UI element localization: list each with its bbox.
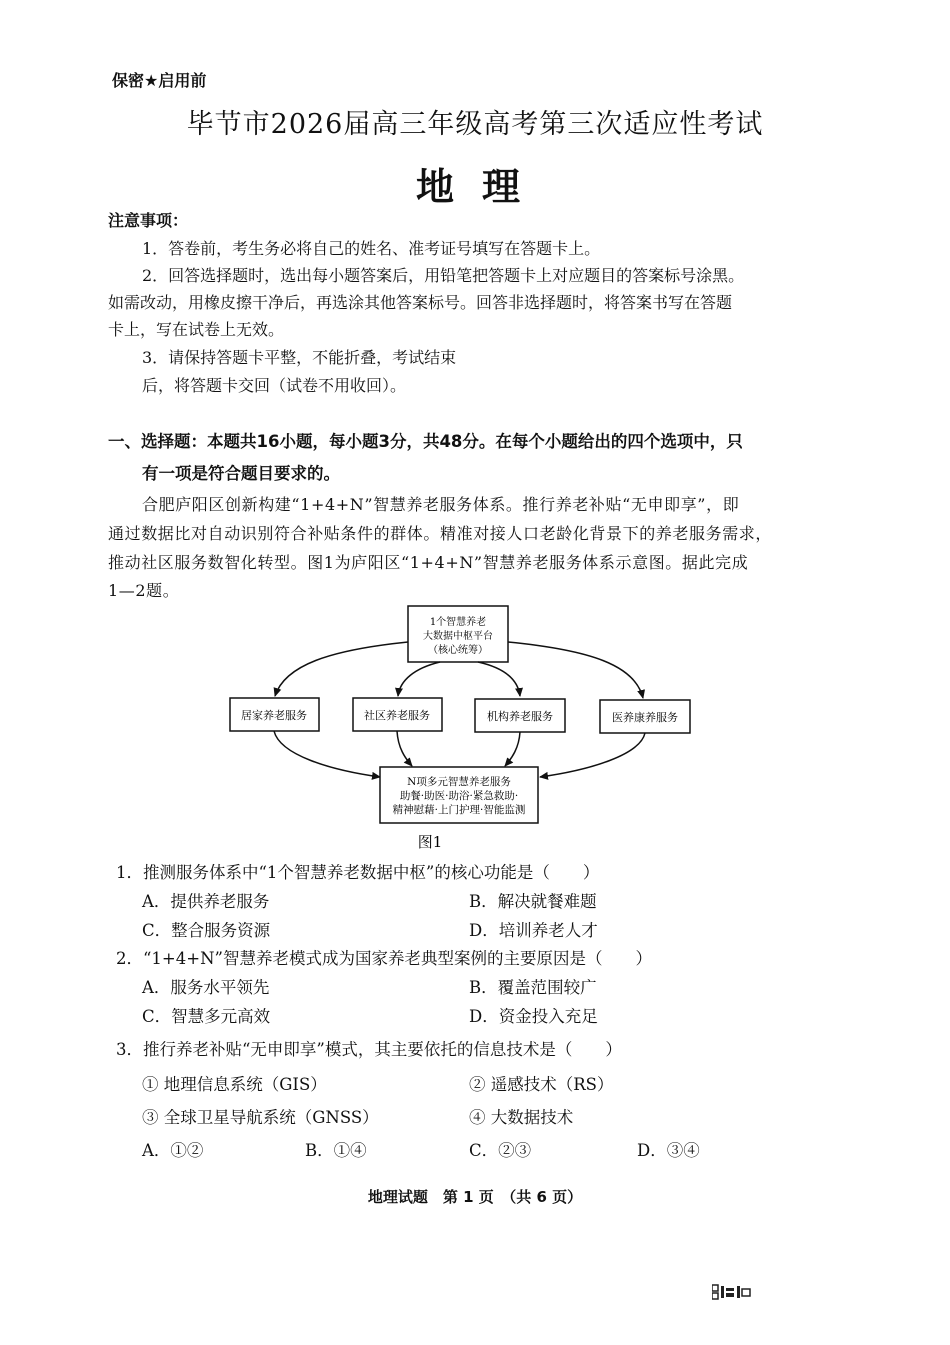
community-care-label: 社区养老服务 bbox=[364, 709, 430, 722]
q3-item-3: ③ 全球卫星导航系统（GNSS） bbox=[142, 1108, 379, 1127]
section-heading: 一、选择题：本题共16小题，每小题3分，共48分。在每个小题给出的四个选项中，只 bbox=[108, 432, 743, 451]
q1-option-d[interactable]: D．培训养老人才 bbox=[469, 921, 598, 940]
arrow bbox=[275, 642, 408, 696]
notice-line: 如需改动，用橡皮擦干净后，再选涂其他答案标号。回答非选择题时，将答案书写在答题 bbox=[108, 293, 733, 312]
q3-item-1: ① 地理信息系统（GIS） bbox=[142, 1075, 327, 1094]
figure-caption: 图1 bbox=[417, 833, 443, 851]
q2-option-c[interactable]: C．智慧多元高效 bbox=[142, 1007, 271, 1026]
services-line-2: 助餐·助医·助浴·紧急救助· bbox=[399, 790, 519, 802]
q3-option-a[interactable]: A．①② bbox=[142, 1141, 204, 1160]
notice-line: 1．答卷前，考生务必将自己的姓名、准考证号填写在答题卡上。 bbox=[142, 239, 601, 258]
notice-line: 2．回答选择题时，选出每小题答案后，用铅笔把答题卡上对应题目的答案标号涂黑。 bbox=[142, 266, 745, 285]
home-care-label: 居家养老服务 bbox=[241, 709, 307, 722]
notice-line: 后，将答题卡交回（试卷不用收回）。 bbox=[142, 376, 407, 395]
material-line: 合肥庐阳区创新构建“1+4+N”智慧养老服务体系。推行养老补贴“无申即享”，即 bbox=[142, 495, 740, 514]
notice-line: 卡上，写在试卷上无效。 bbox=[108, 320, 285, 339]
q1-option-b[interactable]: B．解决就餐难题 bbox=[469, 892, 597, 911]
q2-option-a[interactable]: A．服务水平领先 bbox=[142, 978, 270, 997]
arrow bbox=[478, 662, 520, 696]
services-line-3: 精神慰藉·上门护理·智能监测 bbox=[392, 804, 526, 816]
q3-option-d[interactable]: D．③④ bbox=[637, 1141, 700, 1160]
material-line: 通过数据比对自动识别符合补贴条件的群体。精准对接人口老龄化背景下的养老服务需求， bbox=[108, 524, 773, 543]
medical-care-label: 医养康养服务 bbox=[612, 711, 678, 724]
arrow bbox=[397, 731, 412, 766]
arrow bbox=[505, 732, 520, 766]
section-heading-cont: 有一项是符合题目要求的。 bbox=[142, 464, 340, 483]
scan-mark-icon bbox=[712, 1284, 752, 1300]
q3-item-4: ④ 大数据技术 bbox=[469, 1108, 574, 1127]
institution-care-label: 机构养老服务 bbox=[487, 710, 553, 723]
question-1-stem: 1．推测服务体系中“1个智慧养老数据中枢”的核心功能是（ ） bbox=[116, 863, 600, 882]
hub-line-2: 大数据中枢平台 bbox=[423, 631, 493, 642]
notice-line: 3．请保持答题卡平整，不能折叠，考试结束 bbox=[142, 348, 457, 367]
subject-title: 地理 bbox=[415, 165, 548, 209]
arrow bbox=[540, 733, 645, 777]
question-2-stem: 2．“1+4+N”智慧养老模式成为国家养老典型案例的主要原因是（ ） bbox=[116, 949, 652, 968]
confidential-label: 保密★启用前 bbox=[112, 71, 207, 90]
arrow bbox=[508, 642, 643, 698]
q3-option-b[interactable]: B．①④ bbox=[305, 1141, 367, 1160]
arrow bbox=[274, 731, 380, 777]
arrow bbox=[398, 662, 440, 696]
page-footer: 地理试题 第 1 页 （共 6 页） bbox=[367, 1188, 583, 1206]
q1-option-c[interactable]: C．整合服务资源 bbox=[142, 921, 271, 940]
hub-line-1: 1个智慧养老 bbox=[429, 617, 487, 628]
question-3-stem: 3．推行养老补贴“无申即享”模式，其主要依托的信息技术是（ ） bbox=[116, 1040, 622, 1059]
q3-item-2: ② 遥感技术（RS） bbox=[469, 1075, 614, 1094]
material-line: 推动社区服务数智化转型。图1为庐阳区“1+4+N”智慧养老服务体系示意图。据此完成 bbox=[108, 553, 749, 572]
q1-option-a[interactable]: A．提供养老服务 bbox=[142, 892, 270, 911]
q3-option-c[interactable]: C．②③ bbox=[469, 1141, 532, 1160]
material-line: 1—2题。 bbox=[108, 581, 180, 600]
q2-option-d[interactable]: D．资金投入充足 bbox=[469, 1007, 598, 1026]
exam-title: 毕节市2026届高三年级高考第三次适应性考试 bbox=[186, 109, 764, 140]
notice-heading: 注意事项： bbox=[108, 211, 189, 230]
q2-option-b[interactable]: B．覆盖范围较广 bbox=[469, 978, 597, 997]
services-line-1: N项多元智慧养老服务 bbox=[407, 776, 511, 788]
hub-line-3: （核心统筹） bbox=[428, 645, 488, 656]
